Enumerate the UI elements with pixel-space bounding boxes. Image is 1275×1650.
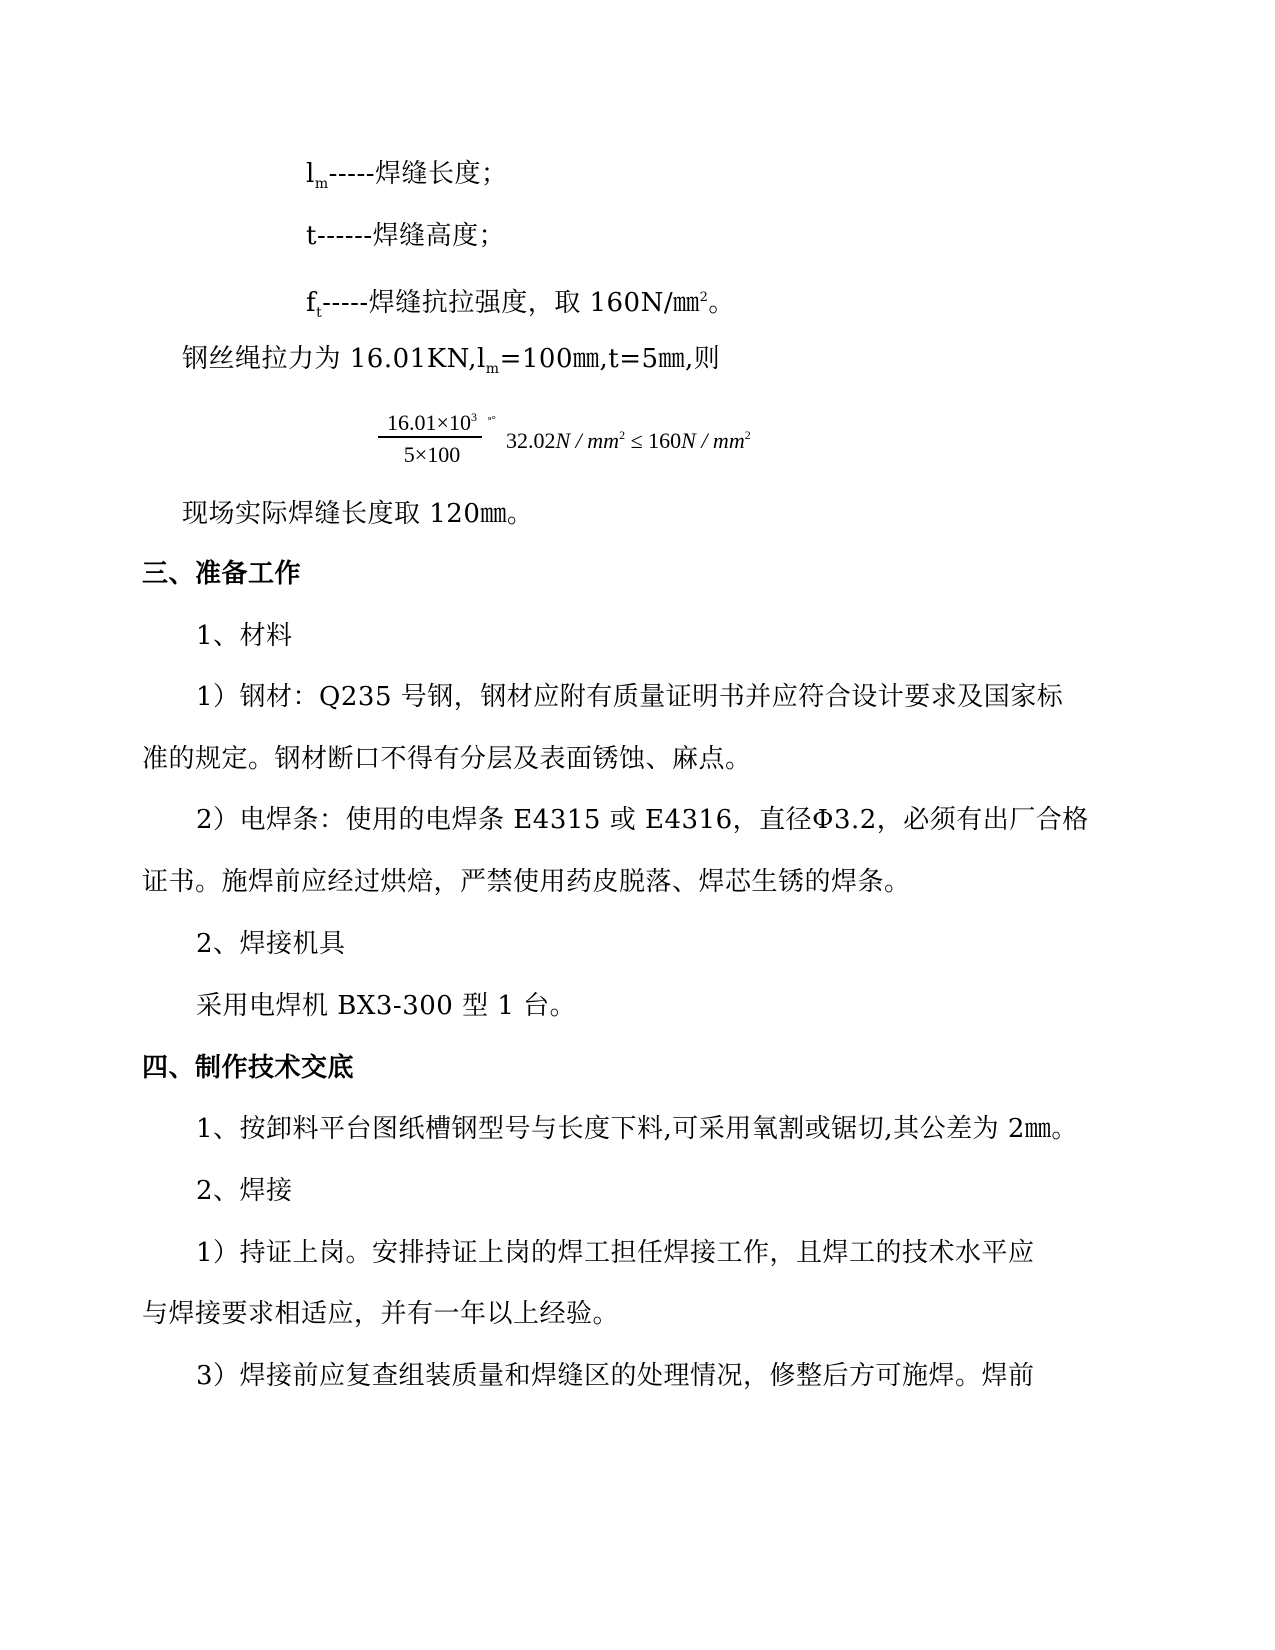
limit-value: 160 [648,428,682,453]
electrode-paragraph-line2: 证书。施焊前应经过烘焙，严禁使用药皮脱落、焊芯生锈的焊条。 [142,867,911,897]
formula-mark: ⁿ° [488,414,496,426]
steel-paragraph-line2: 准的规定。钢材断口不得有分层及表面锈蚀、麻点。 [142,744,752,774]
inspection-paragraph-line1: 3）焊接前应复查组装质量和焊缝区的处理情况，修整后方可施焊。焊前 [196,1361,1035,1391]
result-unit-exponent: 2 [619,428,626,442]
formula-numerator [378,402,486,438]
definition-ft-end: 。 [708,288,735,318]
limit-unit-exponent: 2 [744,428,751,442]
result-value: 32.02 [506,428,556,453]
var-f-subscript: t [316,305,323,321]
definition-lm-text: -----焊缝长度； [328,159,508,189]
formula-denominator: 5×100 [403,442,461,467]
tension-text-a: 钢丝绳拉力为 16.01KN,l [182,344,486,374]
fraction-bar [378,436,482,438]
subsection-welding-equipment: 2、焊接机具 [196,929,346,959]
cutting-paragraph: 1、按卸料平台图纸槽钢型号与长度下料,可采用氧割或锯切,其公差为 2㎜。 [196,1114,1078,1144]
tension-statement [182,342,720,386]
var-l: l [306,159,315,189]
definition-ft [306,281,735,330]
steel-paragraph-line1: 1）钢材：Q235 号钢，钢材应附有质量证明书并应符合设计要求及国家标 [196,682,1064,712]
weld-length-actual: 现场实际焊缝长度取 120㎜。 [182,499,534,529]
subsection-welding: 2、焊接 [196,1176,293,1206]
section-heading-3: 三、准备工作 [142,559,302,589]
certified-paragraph-line1: 1）持证上岗。安排持证上岗的焊工担任焊接工作，且焊工的技术水平应 [196,1238,1035,1268]
definition-ft-text: -----焊缝抗拉强度，取 160N/㎜ [322,288,700,318]
result-unit: N / mm [555,428,620,453]
tension-text-b: =100㎜,t=5㎜,则 [499,344,721,374]
electrode-paragraph-line1: 2）电焊条：使用的电焊条 E4315 或 E4316，直径Φ3.2，必须有出厂合格 [196,805,1089,835]
equipment-paragraph: 采用电焊机 BX3-300 型 1 台。 [196,991,577,1021]
unit-exponent: 2 [699,290,709,305]
definition-t: t------焊缝高度； [306,221,506,251]
stress-formula [378,402,798,472]
tension-subscript: m [485,361,500,377]
numerator-exponent: 3 [470,410,477,424]
formula-result [506,420,751,456]
subsection-materials: 1、材料 [196,621,293,651]
var-f: f [306,288,317,318]
definition-lm [306,157,508,201]
section-heading-4: 四、制作技术交底 [142,1053,355,1083]
certified-paragraph-line2: 与焊接要求相适应，并有一年以上经验。 [142,1299,620,1329]
leq-symbol: ≤ [625,428,649,453]
var-l-subscript: m [314,176,329,192]
numerator-text: 16.01×10 [387,410,471,435]
limit-unit: N / mm [681,428,745,453]
